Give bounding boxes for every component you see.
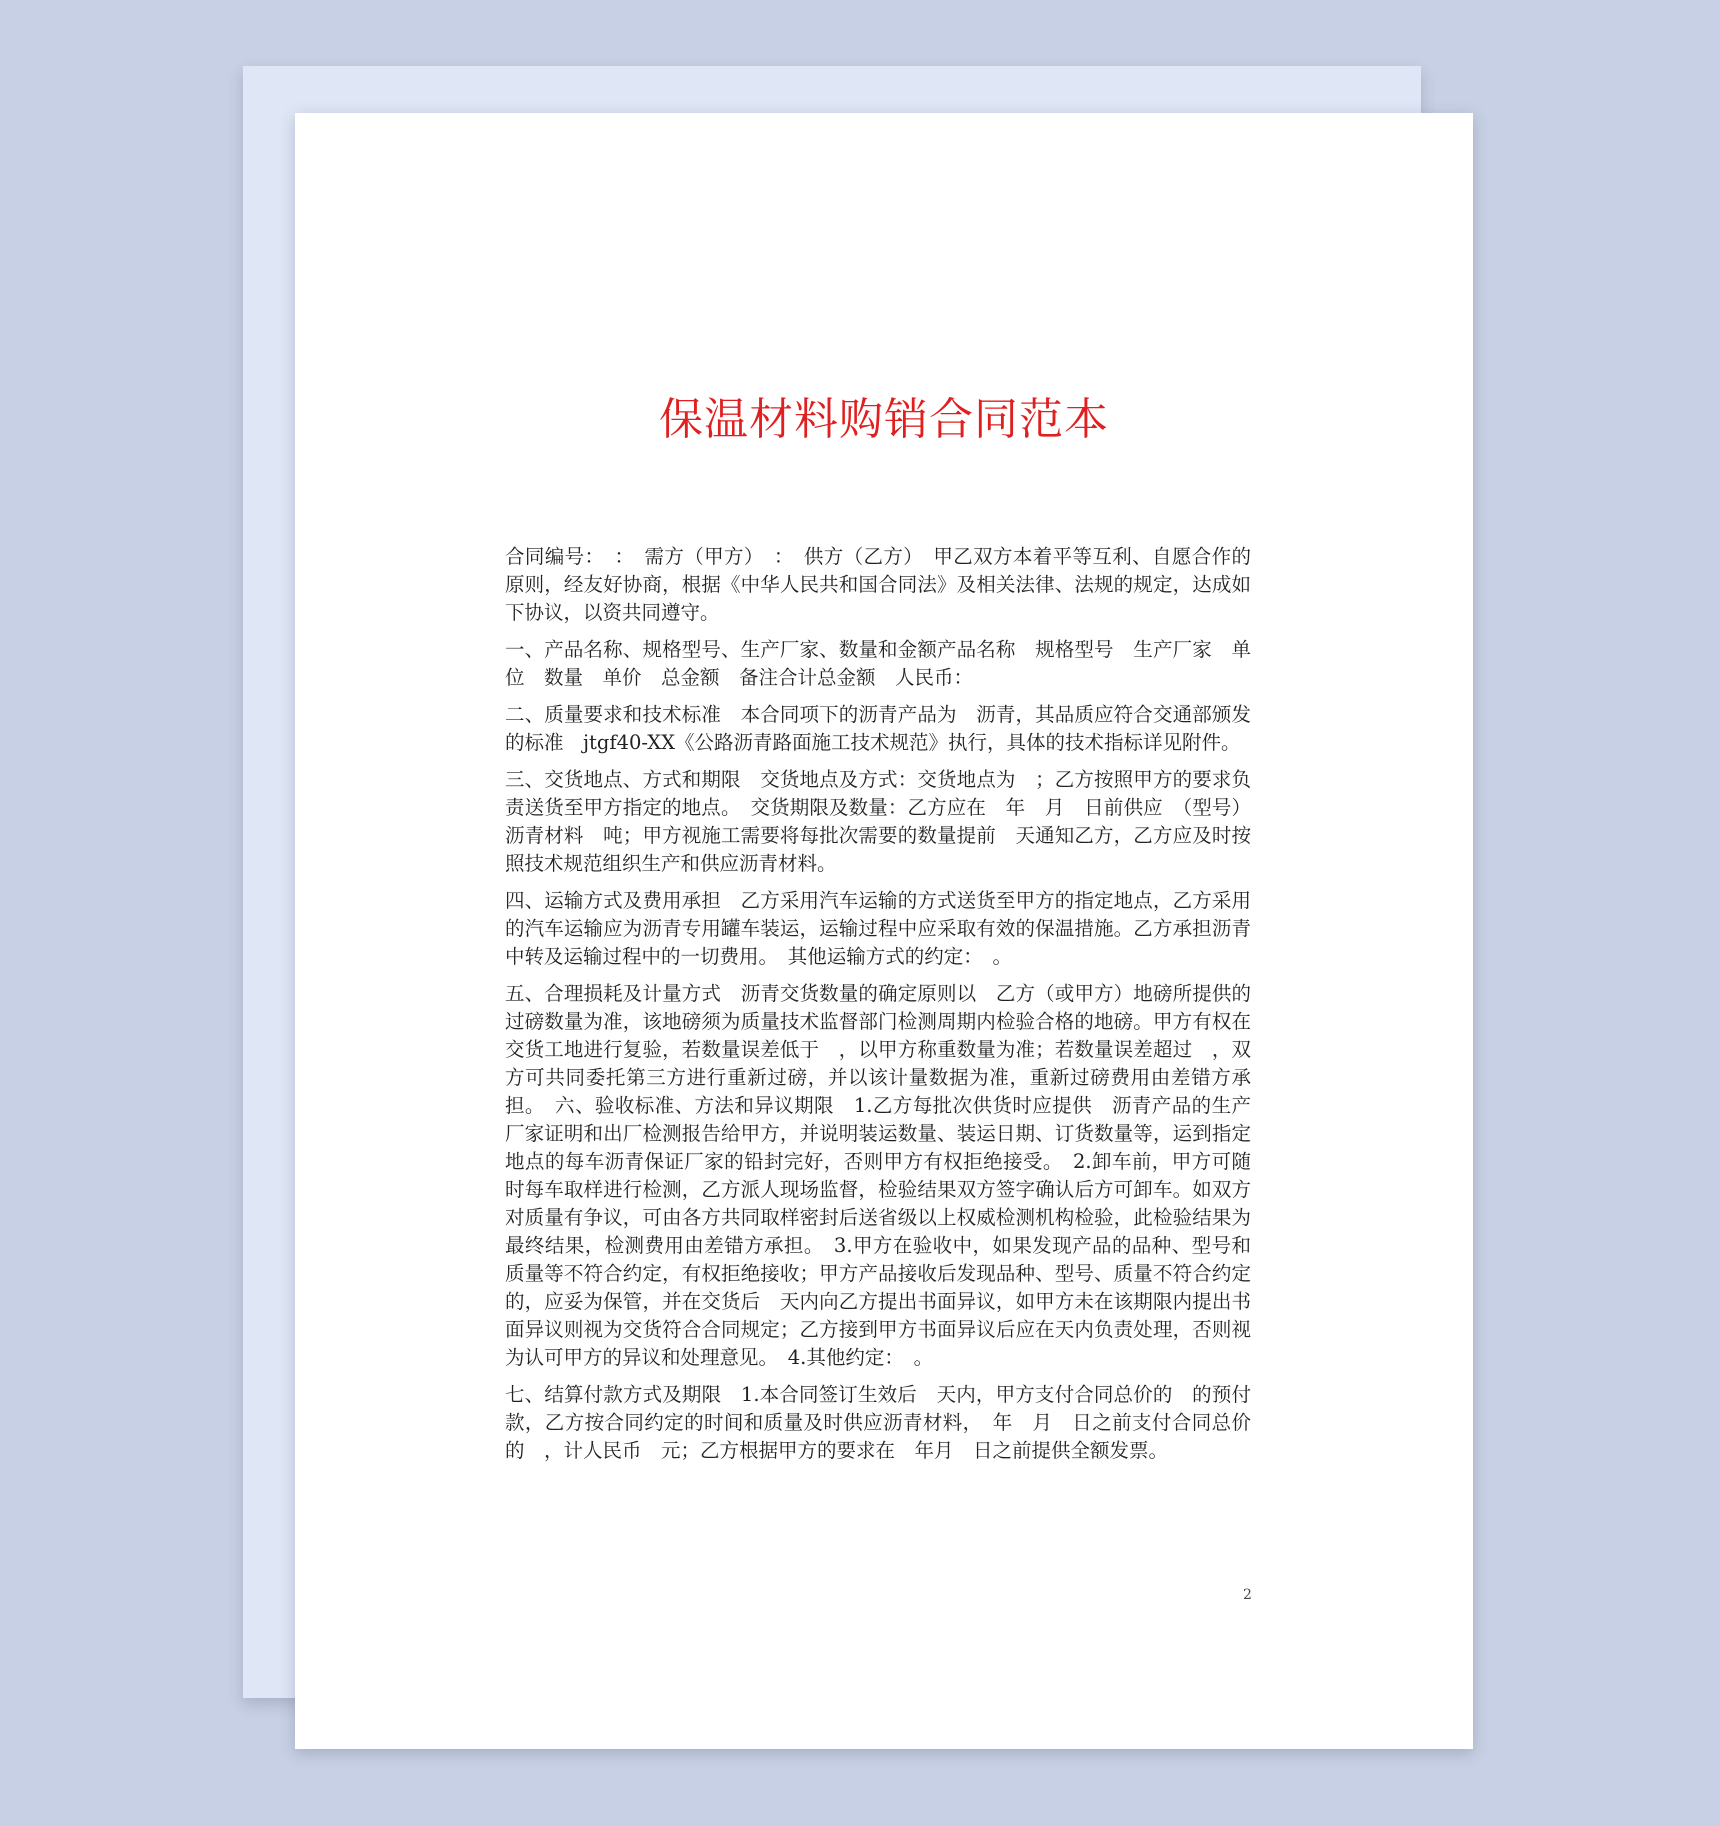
document-body (505, 543, 1251, 1465)
clause-5-6-measurement-acceptance-paragraph: 五、合理损耗及计量方式 沥青交货数量的确定原则以 乙方（或甲方）地磅所提供的过磅数量为准，该地磅须为质量技术监督部门检测周期内检验合格的地磅。甲方有权在交货工地进行复验，若数量误差低于 ，以甲方称重数量为准；若数量误差超过 ，双方可共同委托第三方进行重新过磅，并以该计量数据为准，重新过磅费用由差错方承担。 六、验收标准、方法和异议期限 1.乙方每批次供货时应提供 沥青产品的生产厂家证明和出厂检测报告给甲方，并说明装运数量、装运日期、订货数量等，运到指定地点的每车沥青保证厂家的铅封完好，否则甲方有权拒绝接受。 2.卸车前，甲方可随时每车取样进行检测，乙方派人现场监督，检验结果双方签字确认后方可卸车。如双方对质量有争议，可由各方共同取样密封后送省级以上权威检测机构检验，此检验结果为最终结果，检测费用由差错方承担。 3.甲方在验收中，如果发现产品的品种、型号和质量等不符合约定，有权拒绝接收；甲方产品接收后发现品种、型号、质量不符合约定的，应妥为保管，并在交货后 天内向乙方提出书面异议，如甲方未在该期限内提出书面异议则视为交货符合合同规定；乙方接到甲方书面异议后应在天内负责处理，否则视为认可甲方的异议和处理意见。 4.其他约定： 。 (505, 982, 1251, 1369)
document-title: 保温材料购销合同范本 (659, 394, 1109, 445)
clause-7-payment-paragraph: 七、结算付款方式及期限 1.本合同签订生效后 天内，甲方支付合同总价的 的预付款，乙方按合同约定的时间和质量及时供应沥青材料， 年 月 日之前支付合同总价的 ，计人民币 元；乙方根据甲方的要求在 年月 日之前提供全额发票。 (505, 1383, 1251, 1462)
clause-4-transport-paragraph: 四、运输方式及费用承担 乙方采用汽车运输的方式送货至甲方的指定地点，乙方采用的汽车运输应为沥青专用罐车装运，运输过程中应采取有效的保温措施。乙方承担沥青中转及运输过程中的一切费用。 其他运输方式的约定： 。 (505, 889, 1251, 968)
clause-2-quality-paragraph: 二、质量要求和技术标准 本合同项下的沥青产品为 沥青，其品质应符合交通部颁发的标准 jtgf40-XX《公路沥青路面施工技术规范》执行，具体的技术指标详见附件。 (505, 703, 1251, 754)
clause-1-product-paragraph: 一、产品名称、规格型号、生产厂家、数量和金额产品名称 规格型号 生产厂家 单位 数量 单价 总金额 备注合计总金额 人民币： (505, 638, 1251, 689)
document-page (295, 113, 1473, 1749)
page-number: 2 (1243, 1587, 1252, 1603)
clause-3-delivery-paragraph: 三、交货地点、方式和期限 交货地点及方式：交货地点为 ；乙方按照甲方的要求负责送货至甲方指定的地点。 交货期限及数量：乙方应在 年 月 日前供应 （型号）沥青材料 吨；甲方视施工需要将每批次需要的数量提前 天通知乙方，乙方应及时按照技术规范组织生产和供应沥青材料。 (505, 768, 1251, 875)
contract-intro-paragraph: 合同编号： ： 需方（甲方） ： 供方（乙方） 甲乙双方本着平等互利、自愿合作的原则，经友好协商，根据《中华人民共和国合同法》及相关法律、法规的规定，达成如下协议，以资共同遵守。 (505, 545, 1251, 624)
